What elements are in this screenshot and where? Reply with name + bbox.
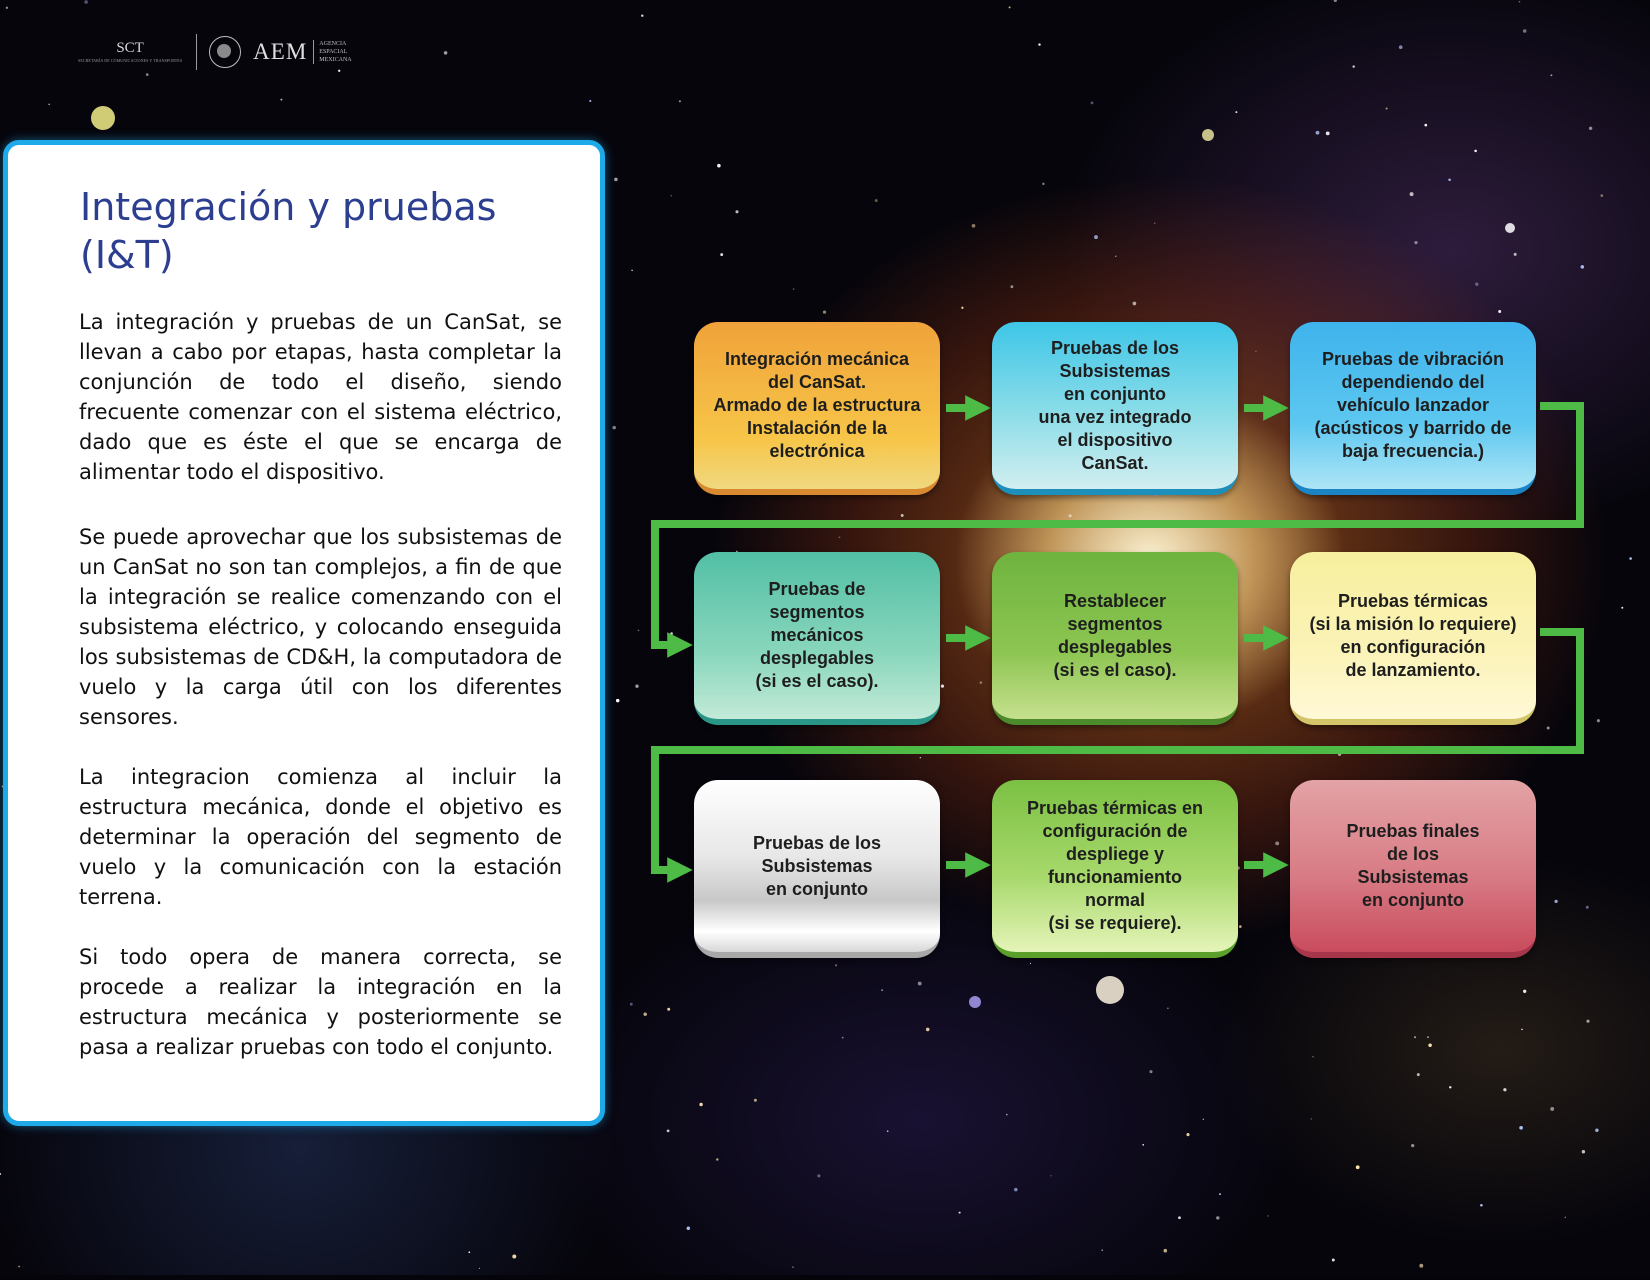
star	[1030, 963, 1031, 964]
star	[667, 1008, 670, 1011]
star	[1474, 150, 1477, 153]
bright-star	[969, 996, 981, 1008]
star	[1352, 65, 1354, 67]
star	[972, 224, 976, 228]
star	[0, 1173, 1, 1175]
flow-step-thermal-launch-test: Pruebas térmicas (si la misión lo requiere) en configuración de lanzamiento.	[1290, 552, 1536, 725]
star	[1586, 1020, 1589, 1023]
star	[881, 989, 883, 991]
star	[1519, 1126, 1523, 1130]
star	[1475, 283, 1478, 286]
info-card	[3, 140, 605, 1126]
flow-step-thermal-deploy-test: Pruebas térmicas en configuración de despliege y funcionamiento normal (si se requiere).	[992, 780, 1238, 958]
star	[1006, 1114, 1008, 1116]
bright-star	[1096, 976, 1124, 1004]
sct-logo-text: SCT	[116, 40, 144, 56]
star	[1550, 1107, 1554, 1111]
flow-step-deployable-test: Pruebas de segmentos mecánicos desplegables (si es el caso).	[694, 552, 940, 725]
star	[1417, 1073, 1420, 1076]
star	[48, 104, 49, 105]
star	[1332, 1259, 1335, 1262]
star	[1186, 1133, 1189, 1136]
star	[823, 311, 826, 314]
star	[1326, 132, 1330, 136]
star	[444, 51, 448, 55]
star	[918, 982, 922, 986]
star	[1149, 1070, 1152, 1073]
star	[1427, 1036, 1429, 1038]
star	[616, 699, 619, 702]
star	[1356, 1165, 1360, 1169]
star	[1338, 753, 1341, 756]
star	[1600, 194, 1603, 197]
aem-sub-line: MEXICANA	[319, 57, 352, 63]
star	[959, 1212, 961, 1214]
star	[280, 99, 282, 101]
star	[1069, 514, 1072, 517]
star	[1595, 1128, 1599, 1132]
star	[1386, 107, 1388, 109]
logo-divider	[196, 34, 197, 70]
star	[699, 1103, 702, 1106]
star	[1581, 265, 1585, 269]
star	[643, 1012, 646, 1015]
star	[679, 100, 681, 102]
flow-step-restore-deployables: Restablecer segmentos desplegables (si es el caso).	[992, 552, 1238, 725]
flow-step-vibration-test: Pruebas de vibración dependiendo del vehículo lanzador (acústicos y barrido de baja frecuencia.)	[1290, 322, 1536, 495]
flow-step-final-tests: Pruebas finales de los Subsistemas en conjunto	[1290, 780, 1536, 958]
star	[1621, 607, 1623, 609]
star	[1038, 43, 1040, 45]
star	[1154, 223, 1156, 225]
star	[18, 1266, 20, 1268]
star	[687, 1226, 691, 1230]
bright-star	[91, 106, 115, 130]
star	[1521, 1029, 1523, 1031]
star	[589, 100, 591, 102]
aem-sub-line: ESPACIAL	[319, 49, 348, 55]
bright-star	[1505, 223, 1515, 233]
star	[961, 307, 963, 309]
star	[1554, 900, 1557, 903]
card-paragraph: La integracion comienza al incluir la estructura mecánica, donde el objetivo es determinar la operación del segmento de vuelo y la comunicación con la estación terrena.	[79, 765, 562, 909]
star	[839, 536, 841, 538]
star	[1448, 179, 1451, 182]
star	[1275, 841, 1279, 845]
star	[1009, 6, 1011, 8]
star	[670, 195, 671, 196]
star	[667, 1130, 670, 1133]
card-paragraph: Se puede aprovechar que los subsistemas de un CanSat no son tan complejos, a fin de que la integración se realice comenzando con el subsistema eléctrico, y colocando enseguida los subsistemas de CD&H, la computadora de vuelo y la carga útil con los diferentes sensores.	[79, 525, 562, 729]
star	[1589, 127, 1592, 130]
bright-star	[1202, 129, 1214, 141]
flow-step-subsystems-together: Pruebas de los Subsistemas en conjunto	[694, 780, 940, 958]
star	[1503, 1088, 1506, 1091]
flow-step-mechanical-integration: Integración mecánica del CanSat. Armado de la estructura Instalación de la electrónica	[694, 322, 940, 495]
star	[1094, 235, 1098, 239]
star	[793, 288, 794, 289]
star	[1115, 256, 1116, 257]
star	[1091, 102, 1094, 105]
star	[1014, 1188, 1018, 1192]
star	[6, 7, 8, 9]
star	[754, 1099, 757, 1102]
star	[1164, 1249, 1168, 1253]
star	[1399, 45, 1403, 49]
star	[1414, 241, 1417, 244]
star	[720, 253, 723, 256]
national-seal-icon	[209, 36, 241, 68]
star	[887, 1130, 889, 1132]
star	[1050, 1175, 1051, 1176]
star	[1216, 1216, 1219, 1219]
star	[146, 73, 149, 76]
star	[635, 685, 638, 688]
star	[1565, 1217, 1566, 1218]
star	[670, 632, 673, 635]
star	[1411, 1144, 1414, 1147]
card-title: Integración y pruebas (I&T)	[80, 185, 497, 277]
star	[817, 1174, 820, 1177]
star	[641, 15, 643, 17]
star	[1597, 719, 1600, 722]
star	[1266, 405, 1268, 407]
card-paragraph: Si todo opera de manera correcta, se procede a realizar la integración en la estructura mecánica y posteriormente se pasa a realizar pruebas con todo el conjunto.	[79, 945, 562, 1059]
star	[1498, 310, 1501, 313]
star	[1629, 557, 1632, 560]
star	[1480, 1204, 1483, 1207]
star	[1101, 1249, 1103, 1251]
star	[1203, 1119, 1204, 1120]
star	[1428, 1043, 1431, 1046]
star	[926, 1028, 930, 1032]
star	[901, 514, 904, 517]
star	[716, 1158, 718, 1160]
star	[630, 1003, 633, 1006]
star	[875, 199, 878, 202]
star	[1523, 29, 1527, 33]
star	[941, 685, 944, 688]
star	[512, 1255, 516, 1259]
star	[1424, 124, 1427, 127]
star	[1449, 1086, 1451, 1088]
star	[1239, 925, 1242, 928]
star	[1042, 183, 1044, 185]
flow-step-subsystems-test: Pruebas de los Subsistemas en conjunto una vez integrado el dispositivo CanSat.	[992, 322, 1238, 495]
star	[792, 1266, 793, 1267]
sct-logo-subtext: SECRETARÍA DE COMUNICACIONES Y TRANSPORTES	[78, 58, 183, 63]
star	[1178, 1216, 1181, 1219]
star	[479, 1268, 480, 1269]
star	[1312, 1056, 1313, 1057]
star	[631, 270, 632, 271]
star	[468, 1251, 470, 1253]
star	[835, 964, 837, 966]
aem-logo-text: AEM	[253, 39, 308, 64]
star	[1547, 727, 1550, 730]
star	[1133, 302, 1137, 306]
star	[1410, 192, 1414, 196]
star	[1167, 1008, 1168, 1009]
star	[1550, 74, 1552, 76]
star	[1142, 1144, 1144, 1146]
aem-sub-line: AGENCIA	[319, 41, 347, 47]
star	[1316, 131, 1320, 135]
star	[1235, 111, 1237, 113]
star	[1010, 285, 1013, 288]
star	[980, 681, 983, 684]
star	[1514, 253, 1517, 256]
star	[612, 426, 616, 430]
star	[638, 630, 640, 632]
star	[1586, 906, 1589, 909]
aem-logo-subtext	[313, 40, 351, 64]
star	[614, 178, 618, 182]
sct-logo	[78, 41, 182, 63]
star	[717, 164, 721, 168]
card-paragraph: La integración y pruebas de un CanSat, se llevan a cabo por etapas, hasta completar la conjunción de todo el diseño, siendo frecuente comenzar con el sistema eléctrico, dado que es éste el que se encarga de alimentar todo el dispositivo.	[79, 310, 562, 484]
star	[1414, 1036, 1416, 1038]
star	[84, 0, 88, 4]
star	[1519, 1, 1521, 3]
star	[1419, 1264, 1423, 1268]
star	[1267, 1215, 1268, 1216]
star	[735, 210, 738, 213]
star	[1523, 990, 1526, 993]
star	[842, 1037, 844, 1039]
star	[1219, 1193, 1221, 1195]
star	[1334, 0, 1337, 2]
star	[1311, 1118, 1313, 1120]
star	[1582, 1150, 1585, 1153]
agency-logo	[78, 34, 352, 70]
star	[1255, 351, 1256, 352]
star	[920, 757, 921, 758]
